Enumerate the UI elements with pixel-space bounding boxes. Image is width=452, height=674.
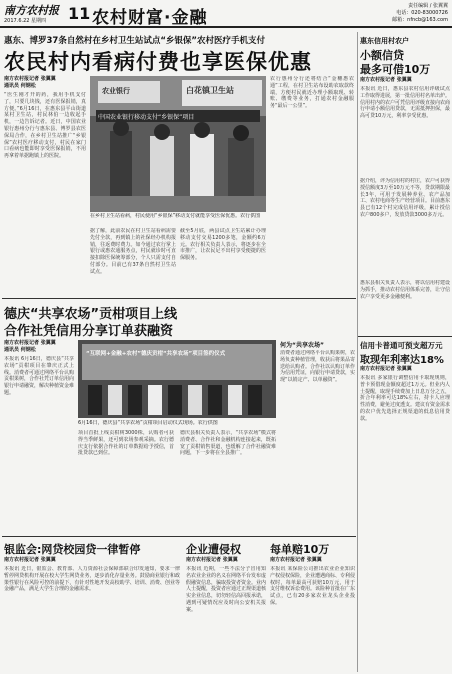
mid-subtitle: 德庆“共享农场”贡柑项目上线 [4,307,178,322]
lead-byline: 南方农村报记者 张翼翼 通讯员 何钢松 [4,76,56,89]
bottom-a-body: 本报讯 近日，银监会、教育部、人力资源社会保障部联合印发通知，要求一律暂停网贷机构开展在校大学生网贷业务，逐步消化存量业务。鼓励商业银行和政策性银行在风险可控的前提下，有针对性地开发高校助学、培训、消费、创业等金融产品，满足大学生合理的金融需求。 [4,566,180,593]
right-top-body-b: 据介绍，评为信用村的村庄，农户可获得授信额度3万至10万元不等，贷款期限最长3年，可用于发展种养业、农产品加工、农村电商等生产经营项目。目前惠东县已有12个村完成信用评级，累计授信农户800多户，发放贷款3000多万元。 [360,178,450,218]
photo-sign-clinic: 白花镇卫生站 [186,86,234,95]
mid-photo-banner: “互联网+金融+农村”德庆贡柑“共享农场”项目签约仪式 [86,351,226,357]
masthead-editor: 责任编辑 / 张翼翼 [408,3,448,9]
mid-photo-caption: 6月16日，德庆县“共享农场”贡柑项目启动仪式现场。农行供图 [78,420,218,426]
bottom-b-title: 企业遭侵权 [186,543,241,556]
lead-photo [90,76,266,212]
right-top-body-c: 惠东县相关负责人表示，将以信用村建设为抓手，推动农村信用体系完善，让守信农户享受更多金融便利。 [360,280,450,300]
lead-subtitle: 惠东、博罗37条自然村在乡村卫生站试点“乡银保”农村医疗手机支付 [4,36,266,46]
lead-photo-caption: 在乡村卫生站看病，村民使用“乡银保”移动支付就能享受医保优惠。农行供图 [90,213,261,219]
mid-side-head: 何为“共享农场” [280,342,324,349]
mid-byline: 南方农村报记者 张翼翼 通讯员 何钢松 [4,340,56,353]
bottom-a-byline: 南方农村报记者 张翼翼 [4,557,56,563]
masthead [0,0,452,28]
mid-body-b: 项目首批上线贡柑树3000株，认购者可获得当季鲜果，还可到农场参观采摘。农行德庆支行依据合作社的订单数据给予授信，首批贷款已到位。 [78,430,174,457]
right-top-title1: 小额信贷 [360,49,404,62]
lead-title: 农民村内看病付费也享医保优惠 [4,50,312,74]
divider [2,536,356,537]
divider [358,336,452,337]
right-mid-body: 本报讯 多家银行调整信用卡取现规则，普卡预借现金额度超过1万元。但业内人士提醒，取现手续费加上日息万分之五，折合年利率可达18%左右，持卡人应理性消费，避免过度透支。建议有资金需求的农户优先选择正规渠道的低息信用贷款。 [360,375,450,422]
right-mid-title: 取现年利率达18% [360,355,444,366]
mid-body-c: 德庆县相关负责人表示，“共享农场”模式将消费者、合作社和金融机构连接起来，既拓宽了贡柑销售渠道，也缓解了合作社融资难问题，下一步将在全县推广。 [180,430,276,457]
bottom-a-title: 银监会:网贷校园贷一律暂停 [4,543,141,556]
divider [2,298,356,299]
lead-body-d: 农行惠州分行还将结合“金穗惠农通”工程，在村卫生站布设助农取款终端，方便村民就近办理小额取现、转账、缴费等业务，打通农村金融服务“最后一公里”。 [270,76,354,110]
lead-photo-illustration [90,76,266,212]
right-top-title2: 最多可借10万 [360,63,431,76]
bottom-c-body: 本报讯 某保险公司推出农业企业知识产权侵权保险，企业遭遇商标、专利侵权时，每单最高可获赔10万元，用于支付维权诉讼费用。该险种首批在广东试点，已有20多家农业龙头企业投保。 [270,566,355,606]
masthead-logo: 南方农村报 [4,4,59,17]
right-top-kicker: 惠东信用村农户 [360,37,409,45]
lead-body-c: 截至5月底，两县试点卫生站累计办理移动支付交易1200多笔，金额约6万元。农行相关负责人表示，将逐步在全市推广，让农民足不出村享受便捷的医保服务。 [180,228,266,262]
page-number: 11 [68,4,91,23]
bottom-b-byline: 南方农村报记者 张翼翼 [186,557,238,563]
lead-body-a: “医生刚才开的药，我用手机支付了，只要几块钱，还有医保报销，真方便。”6月16日，在惠东县平山街道某村卫生站，村民林伯一边收起手机，一边告诉记者。近日，中国农业银行惠州分行与惠东县、博罗县农医保局合作，在乡村卫生站推广“乡银保”农村医疗移动支付，村民在家门口看病也能即时享受医保报销，不用再拿着单据跑镇上的医院。 [4,92,86,160]
bottom-c-title: 每单赔10万 [270,543,330,556]
photo-sign-bank: 农业银行 [102,87,130,95]
right-top-body-a: 本报讯 近日，惠东县农村信用评级试点工作取得进展，第一批信用村名单出炉。信用村内的农户可凭信用评级直接向农商行申请小额信用贷款，无需抵押担保，最高可贷10万元，利率享受优惠。 [360,86,450,120]
lead-body-b: 据了解，此前农民在村卫生站看病需要先付全款，再到镇上的社保经办机构报销，往返费时费力。如今通过农行掌上银行或惠农通服务点，村民就诊时可直接扣除医保统筹部分，个人只需支付自付部分。目前已有37条自然村卫生站试点。 [90,228,176,275]
masthead-phone: 电话：020-83000726 [396,10,448,16]
mid-side-body: 消费者通过网络平台认购果树，农场负责种植管理，收获后将果品寄送给认购者。合作社以认购订单作为信用凭证，向银行申请贷款，实现“以销定产、以单融资”。 [280,350,355,384]
right-top-byline: 南方农村报记者 张翼翼 [360,77,412,83]
mid-body-a: 本报讯 6月16日，德庆县“共享农场”贡柑项目在肇庆正式上线。消费者可通过网络平台认购贡柑果树，合作社凭订单信用向银行申请融资，解决种植资金难题。 [4,356,74,396]
right-mid-kicker: 信用卡普通可预支超万元 [360,341,443,350]
right-mid-byline: 南方农村报记者 张翼翼 [360,366,412,372]
masthead-date: 2017.6.22 星期四 [4,18,47,24]
bottom-c-byline: 南方农村报记者 张翼翼 [270,557,322,563]
section-title: 农村财富·金融 [92,8,208,28]
masthead-email: 邮箱：nfncb@163.com [392,17,448,23]
mid-title: 合作社凭信用分享订单获融资 [4,324,174,339]
bottom-b-body: 本报讯 近期，一些不法分子冒用知名农业企业的名义在网络平台发布虚假融资信息，骗取投资者资金。业内人士提醒，投资者应通过正规渠道核实企业信息，切勿轻信高回报承诺，遇到可疑情况应及时向公安机关报案。 [186,566,266,613]
mid-photo [78,340,276,418]
photo-sign-banner: 中国农业银行移动支付“乡银保”项目 [98,114,195,121]
column-rule [357,32,358,672]
